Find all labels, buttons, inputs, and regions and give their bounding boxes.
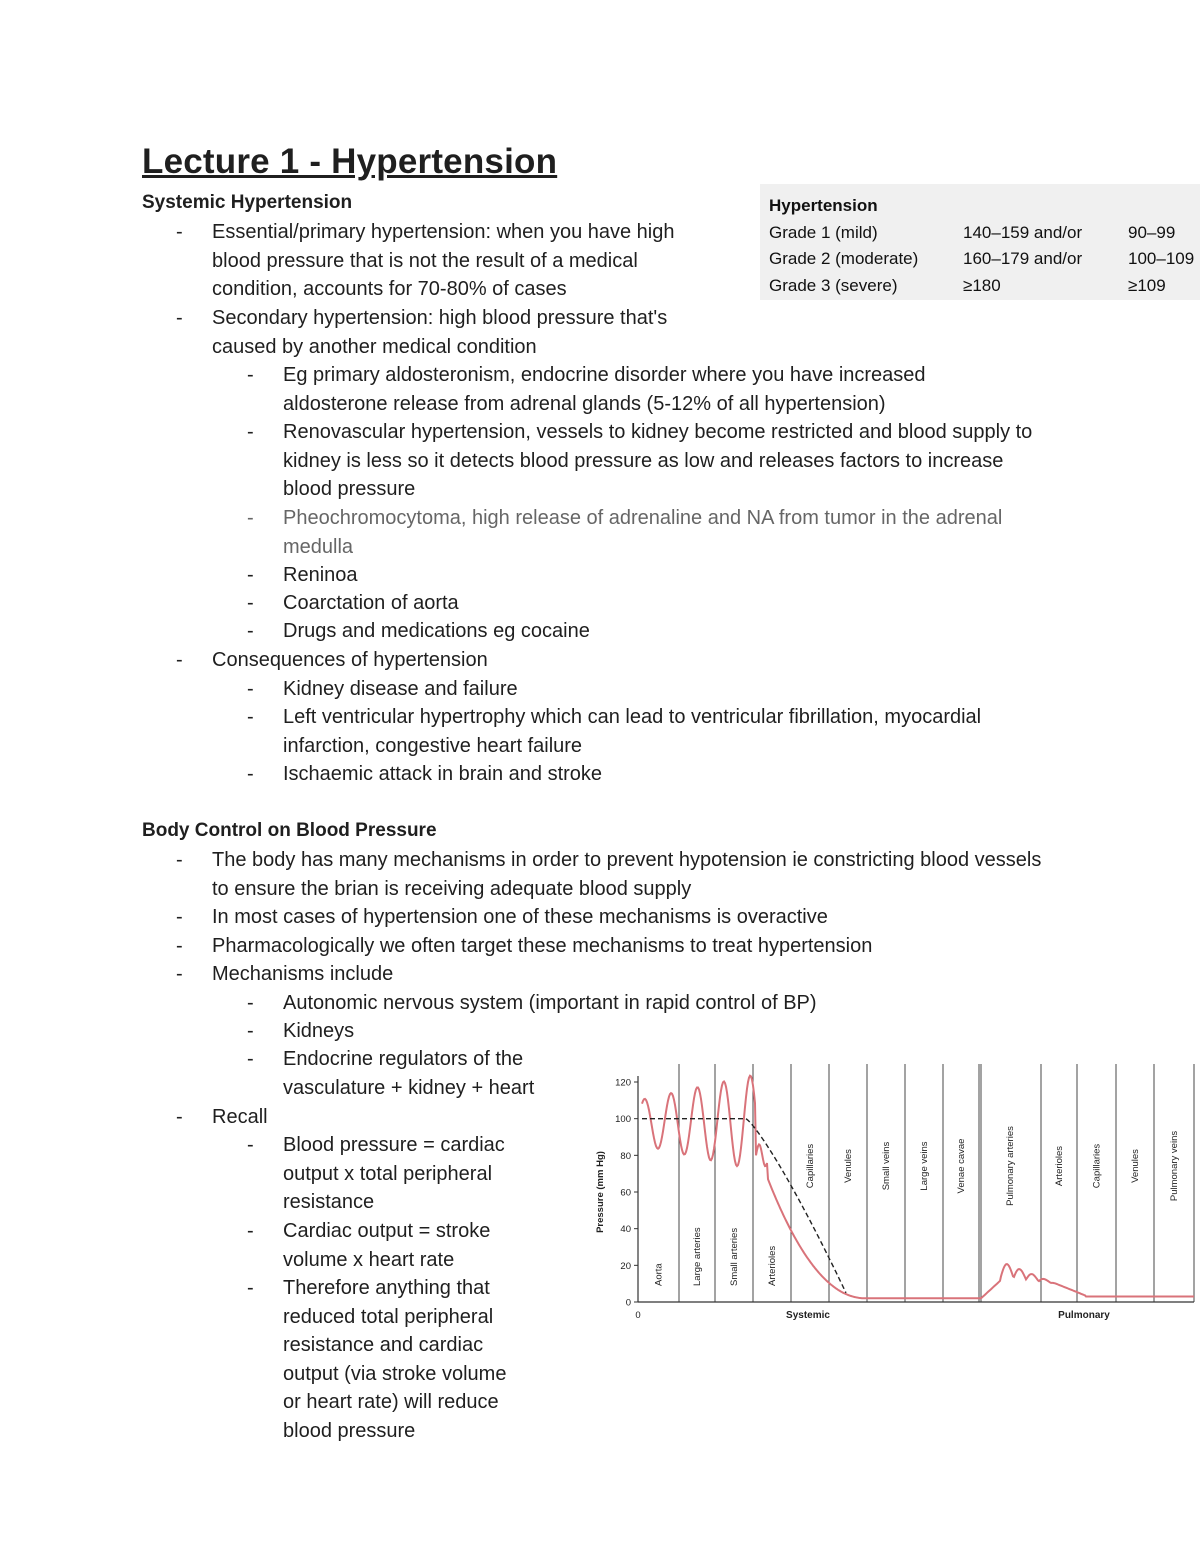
bullet-dash: - — [176, 649, 183, 671]
bullet-dash: - — [176, 935, 183, 957]
region-label: Arterioles — [767, 1245, 778, 1286]
bullet-dash: - — [247, 763, 254, 785]
list-item — [176, 903, 1052, 932]
page-title: Lecture 1 - Hypertension — [142, 142, 558, 181]
list-item-text: Kidney disease and failure — [283, 678, 518, 700]
list-item — [247, 1017, 983, 1046]
region-label: Aorta — [653, 1263, 665, 1286]
list-item-text: Essential/primary hypertension: when you have high blood pressure that is not the result of a medical condition, accounts for 70-80% of cases — [212, 221, 675, 301]
bullet-dash: - — [247, 1020, 254, 1042]
bullet-dash: - — [176, 906, 183, 928]
list-item-text: Pheochromocytoma, high release of adrenaline and NA from tumor in the adrenal medulla — [283, 507, 1003, 558]
list-item — [176, 846, 1052, 903]
x-origin-label: 0 — [635, 1310, 641, 1321]
y-tick-label: 0 — [625, 1297, 631, 1309]
region-label: Pulmonary veins — [1169, 1130, 1180, 1202]
bullet-dash: - — [247, 364, 254, 386]
list-item-text: Blood pressure = cardiac output x total peripheral resistance — [283, 1134, 505, 1214]
list-item — [247, 675, 1053, 704]
list-item — [247, 1131, 533, 1217]
list-item-text: Pharmacologically we often target these mechanisms to treat hypertension — [212, 935, 873, 957]
section-heading-systemic: Systemic Hypertension — [142, 192, 353, 213]
systolic-cell: 140–159 and/or — [963, 223, 1083, 242]
region-label: Capillaries — [1091, 1143, 1103, 1189]
bullet-dash: - — [247, 1277, 254, 1299]
diastolic-cell: 100–109 — [1128, 249, 1195, 268]
bullet-dash: - — [247, 592, 254, 614]
list-item-text: Autonomic nervous system (important in rapid control of BP) — [283, 992, 817, 1014]
pressure-chart-svg — [586, 1054, 1200, 1328]
list-item — [247, 504, 1073, 561]
y-tick-label: 100 — [615, 1114, 631, 1126]
bullet-dash: - — [247, 992, 254, 1014]
list-item — [247, 589, 983, 618]
grade-cell: Grade 3 (severe) — [769, 276, 898, 295]
list-item-text: Kidneys — [283, 1020, 355, 1042]
section-heading-body-control: Body Control on Blood Pressure — [142, 820, 437, 841]
list-item-text: Coarctation of aorta — [283, 592, 459, 614]
bullet-dash: - — [247, 1048, 254, 1070]
list-item — [247, 617, 983, 646]
list-item — [176, 960, 1052, 989]
grade-cell: Grade 1 (mild) — [769, 223, 878, 242]
bullet-dash: - — [247, 706, 254, 728]
y-tick-label: 60 — [620, 1187, 631, 1199]
list-item-text: Cardiac output = stroke volume x heart rate — [283, 1220, 491, 1271]
region-label: Small arteries — [729, 1227, 740, 1286]
grade-cell: Grade 2 (moderate) — [769, 249, 919, 268]
y-axis-label: Pressure (mm Hg) — [595, 1151, 606, 1233]
bullet-dash: - — [176, 849, 183, 871]
region-label: Small veins — [881, 1141, 892, 1191]
bullet-dash: - — [247, 1134, 254, 1156]
table-heading: Hypertension — [769, 196, 878, 215]
pressure-curve — [642, 1076, 1194, 1299]
bullet-dash: - — [176, 221, 183, 243]
list-item — [176, 218, 722, 304]
list-item — [247, 760, 1053, 789]
region-label: Capillaries — [805, 1143, 816, 1189]
list-item — [247, 989, 983, 1018]
bullet-dash: - — [247, 564, 254, 586]
group-label-pulmonary: Pulmonary — [1058, 1310, 1110, 1321]
list-item-text: Reninoa — [283, 564, 358, 586]
diastolic-cell: ≥109 — [1128, 276, 1166, 295]
bullet-dash: - — [247, 507, 254, 529]
list-item-text: Left ventricular hypertrophy which can lead to ventricular fibrillation, myocardial infarction, congestive heart failure — [283, 706, 982, 757]
list-item — [247, 418, 1053, 504]
region-label: Pulmonary arteries — [1005, 1126, 1016, 1206]
list-item — [247, 1045, 563, 1102]
list-item-text: Drugs and medications eg cocaine — [283, 620, 590, 642]
list-item-text: Secondary hypertension: high blood pressure that's caused by another medical condition — [212, 307, 668, 358]
list-item — [176, 646, 912, 675]
hypertension-grade-table — [760, 184, 1200, 300]
list-item — [247, 1274, 523, 1446]
list-item — [176, 304, 722, 361]
region-label: Venae cavae — [956, 1138, 967, 1194]
list-item-text: Mechanisms include — [212, 963, 394, 985]
list-item-text: Consequences of hypertension — [212, 649, 488, 671]
group-label-systemic: Systemic — [786, 1310, 830, 1321]
region-label: Arterioles — [1054, 1145, 1065, 1187]
bullet-dash: - — [176, 963, 183, 985]
region-label: Large veins — [919, 1141, 930, 1191]
diastolic-cell: 90–99 — [1128, 223, 1176, 242]
systolic-cell: ≥180 — [963, 276, 1001, 295]
list-item-text: Eg primary aldosteronism, endocrine disorder where you have increased aldosterone release from adrenal glands (5-12% of all hypertension) — [283, 364, 926, 415]
bullet-dash: - — [247, 421, 254, 443]
region-label: Venules — [843, 1149, 854, 1183]
y-tick-label: 120 — [615, 1077, 631, 1089]
bullet-dash: - — [176, 1106, 183, 1128]
list-item-text: Recall — [212, 1106, 268, 1128]
y-tick-label: 40 — [620, 1224, 631, 1236]
list-item — [247, 1217, 523, 1274]
list-item — [247, 703, 1053, 760]
y-tick-label: 20 — [620, 1260, 631, 1272]
y-tick-label: 80 — [620, 1150, 631, 1162]
bullet-dash: - — [247, 1220, 254, 1242]
list-item — [176, 1103, 512, 1132]
list-item-text: Ischaemic attack in brain and stroke — [283, 763, 603, 785]
region-label: Venules — [1130, 1149, 1141, 1183]
region-label: Large arteries — [692, 1227, 703, 1286]
bullet-dash: - — [247, 678, 254, 700]
bullet-dash: - — [176, 307, 183, 329]
list-item-text: In most cases of hypertension one of these mechanisms is overactive — [212, 906, 828, 928]
list-item — [176, 932, 1052, 961]
list-item-text: The body has many mechanisms in order to prevent hypotension ie constricting blood vessels to ensure the brian is receiving adequate blood supply — [212, 849, 1042, 900]
systolic-cell: 160–179 and/or — [963, 249, 1083, 268]
list-item — [247, 561, 983, 590]
blood-pressure-chart — [586, 1054, 1200, 1328]
list-item — [247, 361, 1003, 418]
bullet-dash: - — [247, 620, 254, 642]
list-item-text: Therefore anything that reduced total peripheral resistance and cardiac output (via stroke volume or heart rate) will reduce blood pressure — [283, 1277, 507, 1442]
list-item-text: Renovascular hypertension, vessels to kidney become restricted and blood supply to kidney is less so it detects blood pressure as low and releases factors to increase blood pressure — [283, 421, 1033, 501]
list-item-text: Endocrine regulators of the vasculature + kidney + heart — [283, 1048, 535, 1099]
